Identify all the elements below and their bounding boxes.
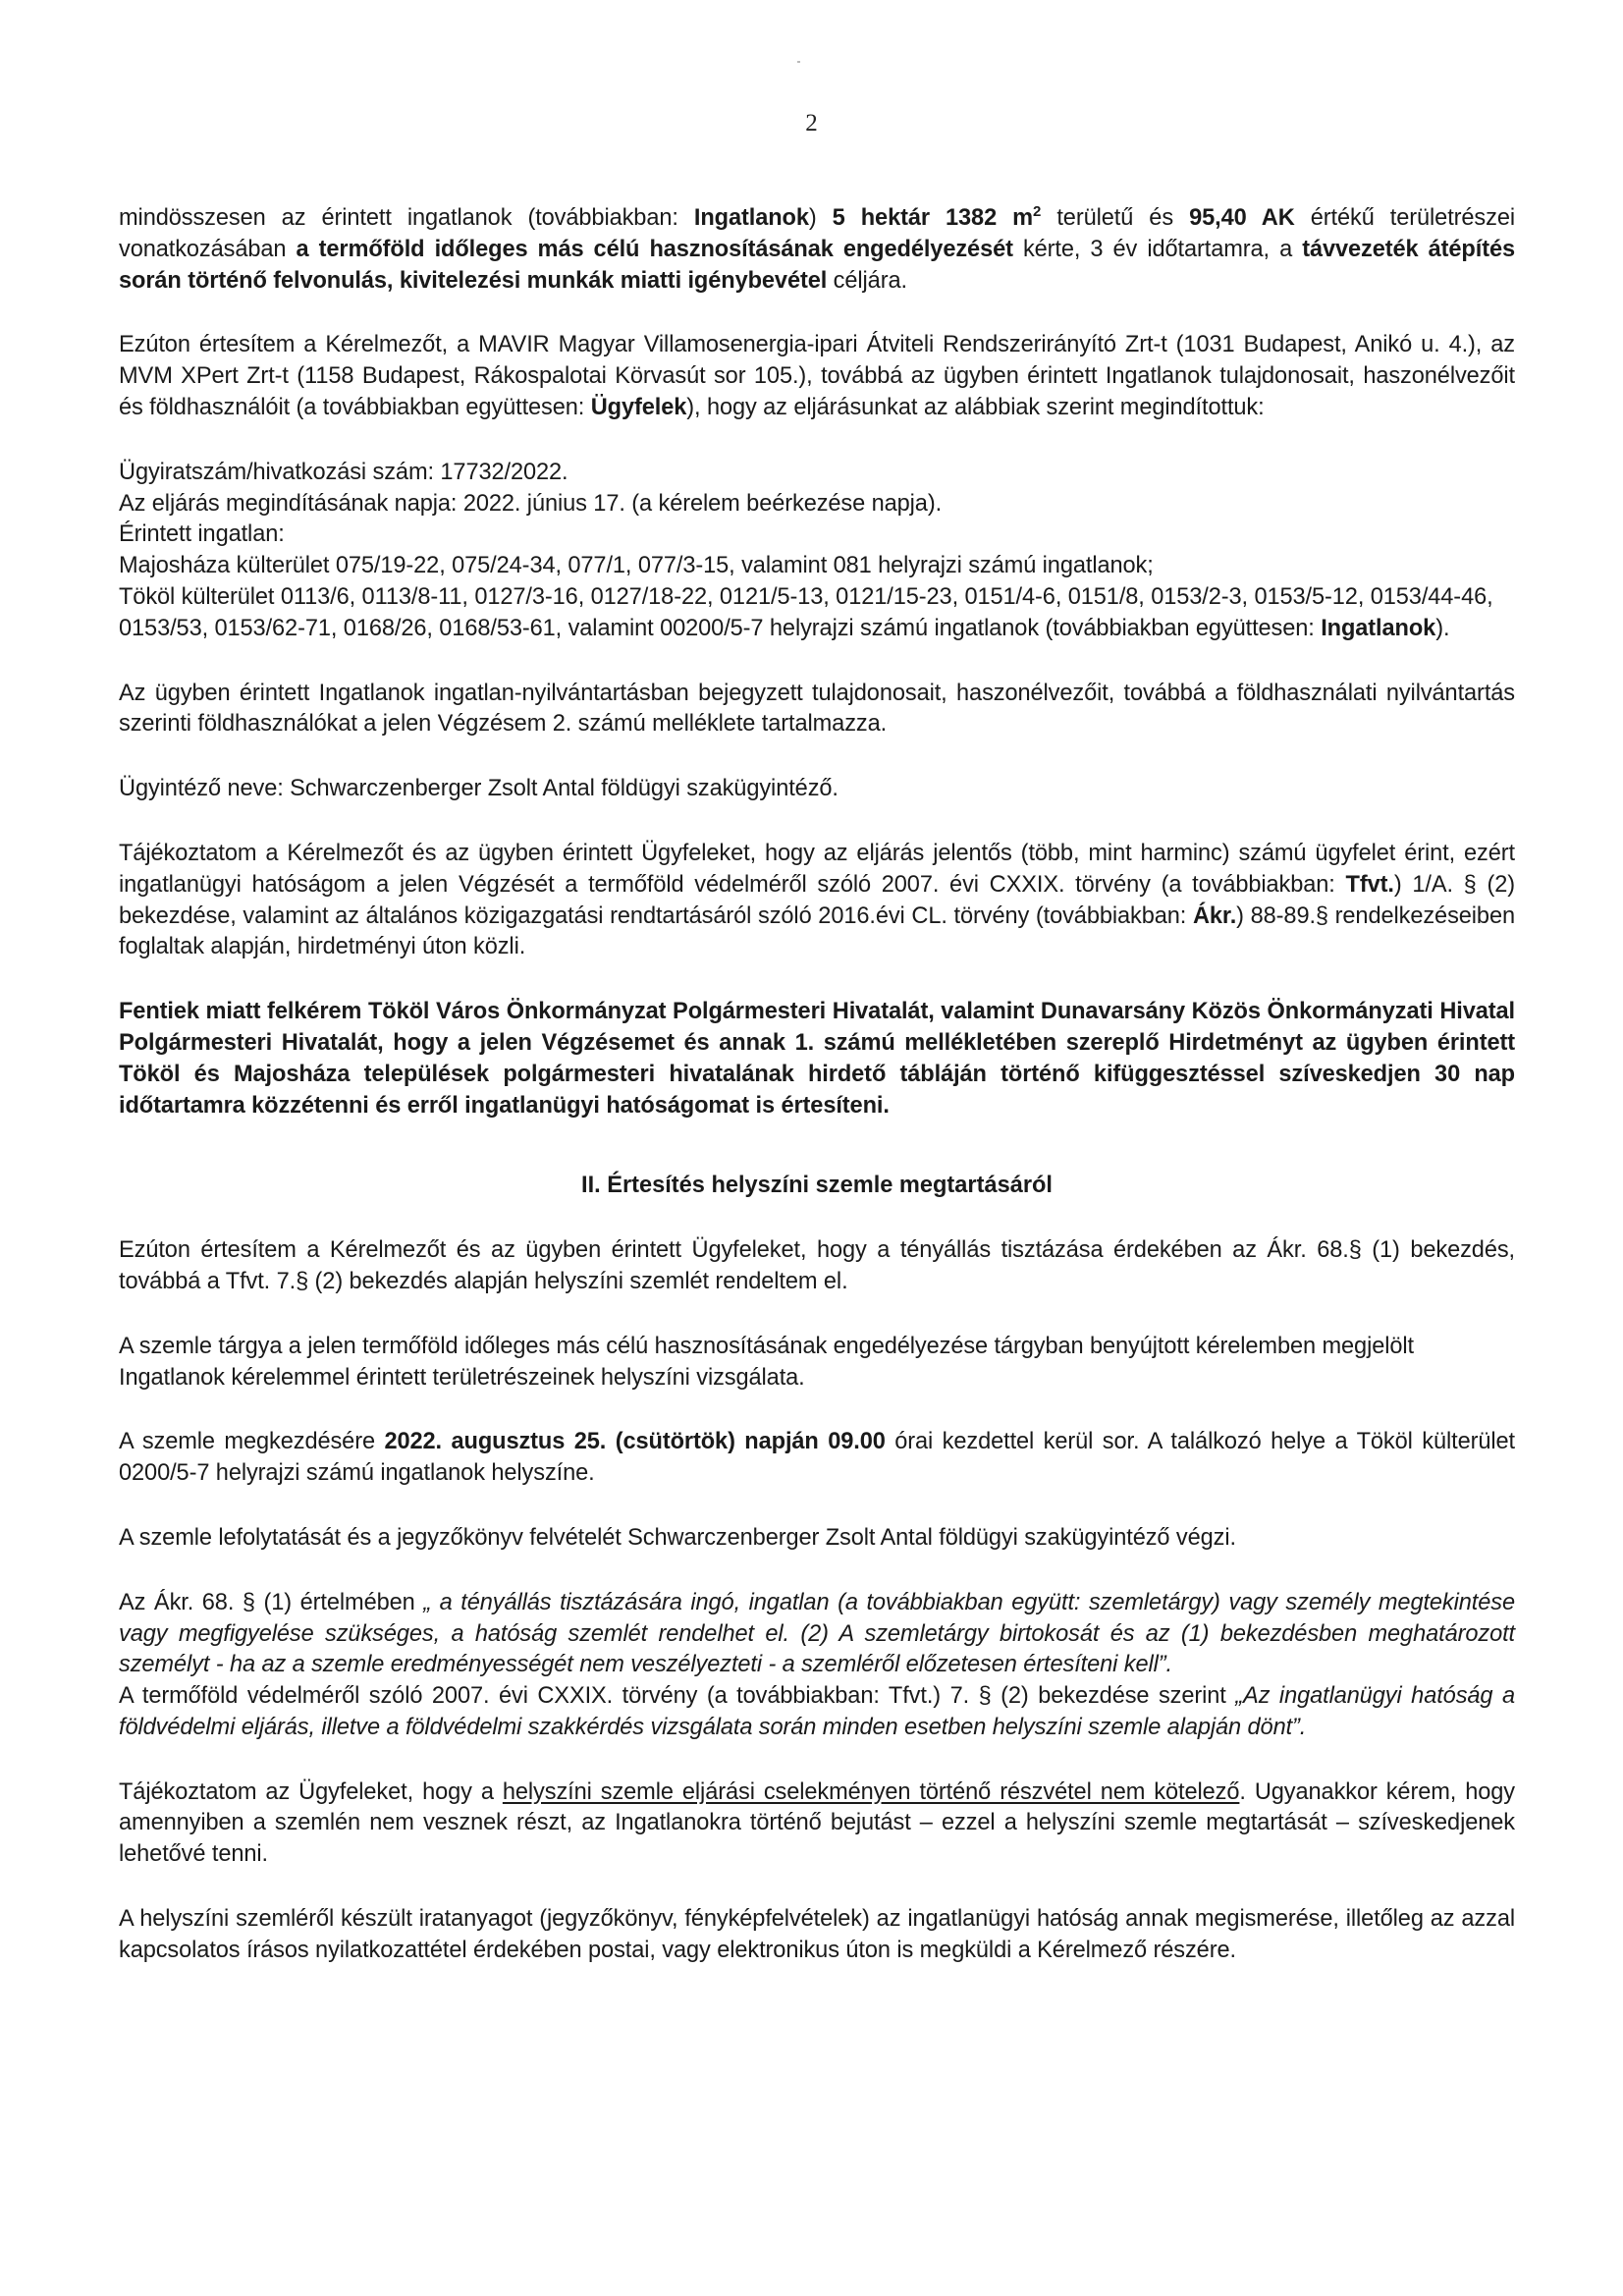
- paragraph-p9: [119, 774, 1515, 805]
- text-run: 5 hektár 1382 m: [832, 205, 1034, 231]
- text-run: Ezúton értesítem a Kérelmezőt, a MAVIR Magyar Villamosenergia-ipari Átviteli Rendszerirányító Zrt-t (1031 Budapest, Anikó u. 4.), az MVM XPert Zrt-t (1158 Budapest, Rákospalotai Körvasút sor 105.), továbbá az ügyben érintett Ingatlanok tulajdonosait, haszonélvezőit és földhasználóit (a továbbiakban együttesen:: [119, 332, 1515, 420]
- paragraph-s2p3: [119, 1427, 1515, 1490]
- paragraph-s2p7: [119, 1777, 1515, 1871]
- paragraph-p2: [119, 330, 1515, 423]
- paragraph-s2p6: [119, 1681, 1515, 1744]
- text-run: Az eljárás megindításának napja: 2022. június 17. (a kérelem beérkezése napja).: [119, 490, 943, 517]
- text-run: Ingatlanok: [1321, 615, 1436, 641]
- section-1: [119, 203, 1515, 1121]
- text-run: . Ugyanakkor kérem, hogy amennyiben a szemlén nem vesznek részt, az Ingatlanokra történő bejutást – ezzel a helyszíni szemle megtartását – szíveskedjenek lehetővé tenni.: [119, 1778, 1516, 1868]
- text-run: ) 88-89.§ rendelkezéseiben foglaltak alapján, hirdetményi úton közli.: [119, 902, 1515, 960]
- paragraph-s2p5: [119, 1588, 1515, 1681]
- text-run: Tájékoztatom a Kérelmezőt és az ügyben érintett Ügyfeleket, hogy az eljárás jelentős (több, mint harminc) számú ügyfelet érint, ezért ingatlanügyi hatóságom a jelen Végzését a termőföld védelméről szóló 2007. évi CXXIX. törvény (a továbbiakban:: [119, 840, 1515, 898]
- text-run: céljára.: [827, 267, 907, 294]
- text-run: Ügyiratszám/hivatkozási szám: 17732/2022.: [119, 459, 568, 485]
- paragraph-p8: [119, 679, 1515, 741]
- text-run: ).: [1435, 615, 1450, 641]
- text-run: kérte, 3 év időtartamra, a: [1012, 236, 1303, 262]
- paragraph-s2p8: [119, 1904, 1515, 1967]
- text-run: Az ügyben érintett Ingatlanok ingatlan-nyilvántartásban bejegyzett tulajdonosait, haszonélvezőit, továbbá a földhasználati nyilvántartás szerinti földhasználókat a jelen Végzésem 2. számú melléklete tartalmazza.: [119, 680, 1515, 738]
- text-run: Tájékoztatom az Ügyfeleket, hogy a: [119, 1778, 503, 1805]
- scan-speck: [797, 61, 800, 63]
- paragraph-p1: [119, 203, 1515, 297]
- text-run: 2: [1033, 203, 1042, 221]
- text-run: értékű területrészei vonatkozásában: [119, 205, 1515, 262]
- page-number: 2: [805, 110, 818, 137]
- text-run: 95,40 AK: [1189, 205, 1295, 231]
- text-run: ) 1/A. § (2) bekezdése, valamint az általános közigazgatási rendtartásáról szóló 2016.évi CL. törvény (továbbiakban:: [119, 871, 1515, 929]
- text-run: A termőföld védelméről szóló 2007. évi CXXIX. törvény (a továbbiakban: Tfvt.) 7. § (2) bekezdése szerint: [119, 1683, 1236, 1710]
- text-run: Fentiek miatt felkérem Tököl Város Önkormányzat Polgármesteri Hivatalát, valamint Dunavarsány Közös Önkormányzati Hivatal Polgármesteri Hivatalát, hogy a jelen Végzésemet és annak 1. számú mellékletében szereplő Hirdetményt az ügyben érintett Tököl és Majosháza települések polgármesteri hivatalának hirdető tábláján történő kifüggesztéssel szíveskedjen 30 nap időtartamra közzétenni és erről ingatlanügyi hatóságomat is értesíteni.: [119, 999, 1515, 1119]
- text-run: Tököl külterület 0113/6, 0113/8-11, 0127/3-16, 0127/18-22, 0121/5-13, 0121/15-23, 0151/4-6, 0151/8, 0153/2-3, 0153/5-12, 0153/44-46, 0153/53, 0153/62-71, 0168/26, 0168/53-61, valamint 00200/5-7 helyrajzi számú ingatlanok (továbbiakban együttesen:: [119, 583, 1493, 641]
- text-run: távvezeték átépítés során történő felvonulás, kivitelezési munkák miatti igénybevétel: [119, 236, 1515, 294]
- text-run: A szemle tárgya a jelen termőföld időleges más célú hasznosításának engedélyezése tárgyban benyújtott kérelemben megjelölt Ingatlanok kérelemmel érintett területrészeinek helyszíni vizsgálata.: [119, 1333, 1415, 1391]
- text-run: „Az ingatlanügyi hatóság a földvédelmi eljárás, illetve a földvédelmi szakkérdés vizsgálata során minden esetben helyszíni szemle alapján dönt”.: [119, 1683, 1516, 1740]
- paragraph-s2p2: [119, 1332, 1515, 1394]
- text-run: órai kezdettel kerül sor. A találkozó helye a Tököl külterület 0200/5-7 helyrajzi számú ingatlanok helyszíne.: [119, 1429, 1515, 1487]
- paragraph-p3: [119, 458, 1515, 489]
- paragraph-p7: [119, 582, 1515, 645]
- text-run: helyszíni szemle eljárási cselekményen történő részvétel nem kötelező: [502, 1778, 1240, 1805]
- section-heading: II. Értesítés helyszíni szemle megtartásáról: [581, 1173, 1053, 1199]
- paragraph-s2p4: [119, 1523, 1515, 1555]
- text-run: a termőföld időleges más célú hasznosításának engedélyezését: [296, 236, 1013, 262]
- text-run: A szemle lefolytatását és a jegyzőkönyv felvételét Schwarczenberger Zsolt Antal földügyi szakügyintéző végzi.: [119, 1524, 1236, 1551]
- paragraph-s2p1: [119, 1235, 1515, 1298]
- text-run: Tfvt.: [1345, 871, 1394, 898]
- text-run: Majosháza külterület 075/19-22, 075/24-34, 077/1, 077/3-15, valamint 081 helyrajzi számú ingatlanok;: [119, 553, 1154, 579]
- text-run: Az Ákr. 68. § (1) értelmében: [119, 1589, 424, 1615]
- text-run: „ a tényállás tisztázására ingó, ingatlan (a továbbiakban együtt: szemletárgy) vagy személy megtekintése vagy megfigyelése szükséges, a hatóság szemlét rendelhet el. (2) A szemletárgy birtokosát és az (1) bekezdésben meghatározott személyt - ha az a szemle eredményességét nem veszélyezteti - a szemléről előzetesen értesíteni kell”.: [119, 1589, 1515, 1678]
- text-run: Ingatlanok: [693, 205, 809, 231]
- text-run: Ügyfelek: [590, 394, 687, 420]
- paragraph-p4: [119, 489, 1515, 520]
- text-run: Ezúton értesítem a Kérelmezőt és az ügyben érintett Ügyfeleket, hogy a tényállás tisztázása érdekében az Ákr. 68.§ (1) bekezdés, továbbá a Tfvt. 7.§ (2) bekezdés alapján helyszíni szemlét rendeltem el.: [119, 1237, 1515, 1294]
- text-run: Érintett ingatlan:: [119, 521, 285, 548]
- text-run: ), hogy az eljárásunkat az alábbiak szerint megindítottuk:: [686, 394, 1265, 420]
- text-run: 2022. augusztus 25. (csütörtök) napján 09.00: [384, 1429, 886, 1455]
- text-run: A szemle megkezdésére: [119, 1429, 385, 1455]
- document-body: [119, 203, 1515, 1967]
- text-run: mindösszesen az érintett ingatlanok (továbbiakban:: [119, 205, 694, 231]
- text-run: Ákr.: [1192, 902, 1237, 929]
- text-run: A helyszíni szemléről készült iratanyagot (jegyzőkönyv, fényképfelvételek) az ingatlanügyi hatóság annak megismerése, illetőleg az azzal kapcsolatos írásos nyilatkozattétel érdekében postai, vagy elektronikus úton is megküldi a Kérelmező részére.: [119, 1906, 1515, 1963]
- paragraph-p6: [119, 551, 1515, 582]
- text-run: ): [808, 205, 833, 231]
- text-run: Ügyintéző neve: Schwarczenberger Zsolt Antal földügyi szakügyintéző.: [119, 776, 839, 802]
- text-run: területű és: [1041, 205, 1190, 231]
- section-2: [119, 1235, 1515, 1967]
- paragraph-p10: [119, 839, 1515, 963]
- paragraph-p11: [119, 997, 1515, 1121]
- paragraph-p5: [119, 519, 1515, 551]
